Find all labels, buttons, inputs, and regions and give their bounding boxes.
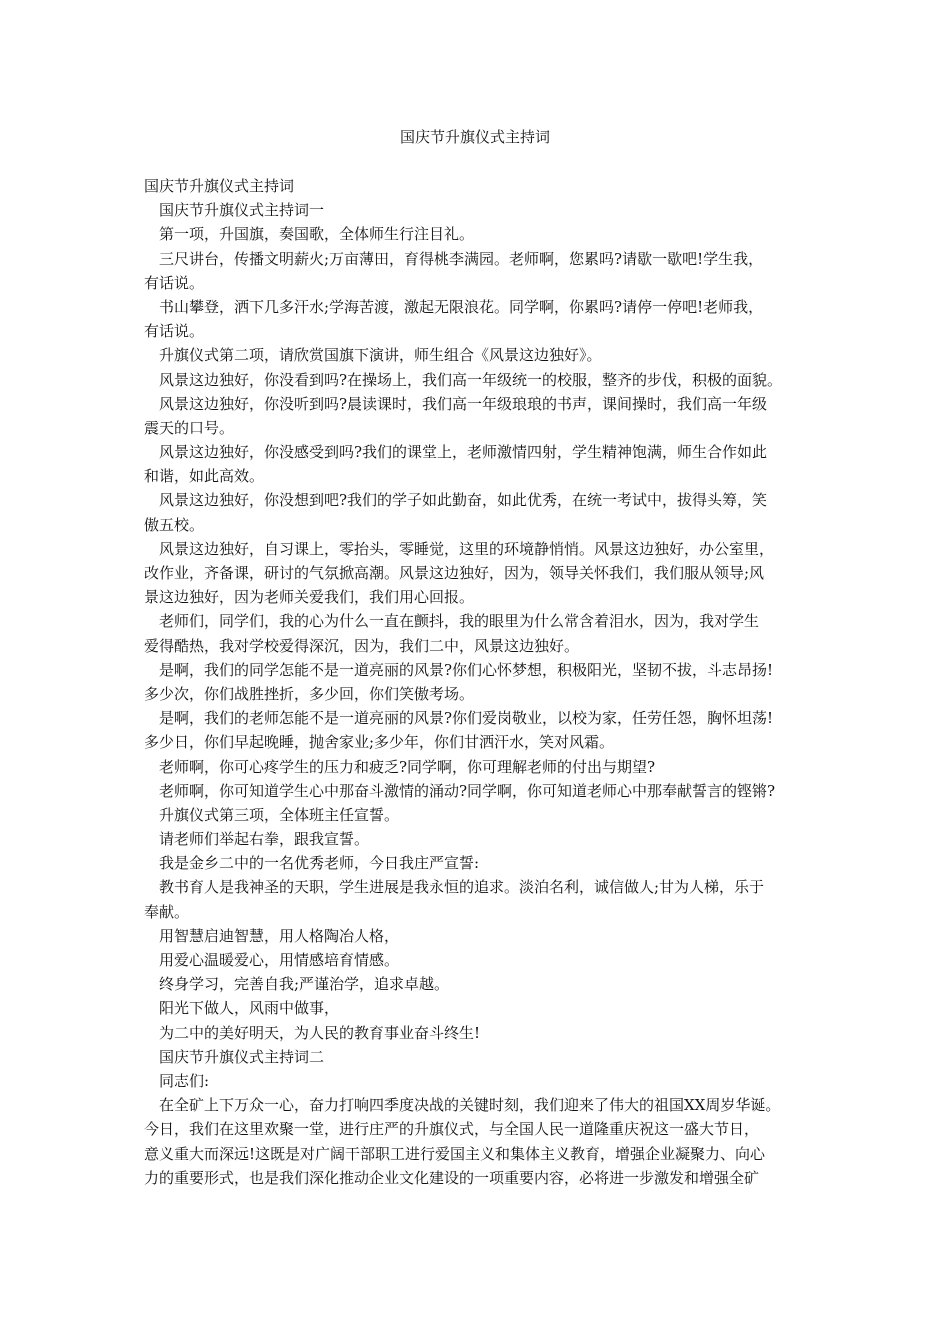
text-line: 升旗仪式第二项，请欣赏国旗下演讲，师生组合《风景这边独好》。 bbox=[159, 346, 602, 365]
text-line: 多少日，你们早起晚睡，抛舍家业;多少年，你们甘洒汗水，笑对风霜。 bbox=[144, 733, 615, 752]
text-line: 奉献。 bbox=[144, 902, 190, 921]
document-title: 国庆节升旗仪式主持词 bbox=[399, 128, 550, 146]
text-line: 和谐，如此高效。 bbox=[144, 467, 265, 486]
text-line: 有话说。 bbox=[144, 273, 205, 292]
text-line: 用爱心温暖爱心，用情感培育情感。 bbox=[159, 951, 400, 969]
text-line: 终身学习，完善自我;严谨治学，追求卓越。 bbox=[159, 975, 450, 994]
text-line: 国庆节升旗仪式主持词一 bbox=[159, 201, 325, 220]
text-line: 教书育人是我神圣的天职，学生进展是我永恒的追求。淡泊名利，诚信做人;甘为人梯，乐于 bbox=[159, 878, 765, 897]
text-line: 在全矿上下万众一心，奋力打响四季度决战的关键时刻，我们迎来了伟大的祖国XX周岁华诞。 bbox=[159, 1096, 781, 1115]
text-line: 力的重要形式，也是我们深化推动企业文化建设的一项重要内容，必将进一步激发和增强全矿 bbox=[144, 1168, 760, 1187]
text-line: 老师啊，你可心疼学生的压力和疲乏?同学啊，你可理解老师的付出与期望? bbox=[159, 757, 656, 776]
text-line: 国庆节升旗仪式主持词二 bbox=[159, 1047, 325, 1066]
text-line: 用智慧启迪智慧，用人格陶冶人格， bbox=[159, 926, 400, 945]
text-line: 景这边独好，因为老师关爱我们，我们用心回报。 bbox=[144, 588, 475, 607]
text-line: 同志们: bbox=[159, 1071, 210, 1090]
text-line: 国庆节升旗仪式主持词 bbox=[144, 177, 295, 195]
text-line: 意义重大而深远!这既是对广阔干部职工进行爱国主义和集体主义教育，增强企业凝聚力、向心 bbox=[144, 1144, 766, 1163]
text-line: 风景这边独好，你没听到吗?晨读课时，我们高一年级琅琅的书声，课间操时，我们高一年级 bbox=[159, 394, 768, 413]
text-line: 风景这边独好，你没想到吧?我们的学子如此勤奋，如此优秀，在统一考试中，拔得头筹，笑 bbox=[159, 491, 768, 510]
text-line: 第一项，升国旗，奏国歌，全体师生行注目礼。 bbox=[159, 225, 475, 244]
text-line: 傲五校。 bbox=[144, 515, 205, 534]
text-line: 为二中的美好明天，为人民的教育事业奋斗终生! bbox=[159, 1023, 481, 1042]
text-line: 书山攀登，洒下几多汗水;学海苦渡，激起无限浪花。同学啊，你累吗?请停一停吧!老师我， bbox=[159, 297, 764, 316]
text-line: 今日，我们在这里欢聚一堂，进行庄严的升旗仪式，与全国人民一道隆重庆祝这一盛大节日， bbox=[144, 1120, 760, 1139]
text-line: 老师们，同学们，我的心为什么一直在颤抖，我的眼里为什么常含着泪水，因为，我对学生 bbox=[159, 612, 760, 631]
text-line: 是啊，我们的老师怎能不是一道亮丽的风景?你们爱岗敬业，以校为家，任劳任怨，胸怀坦荡! bbox=[159, 709, 774, 728]
text-line: 震天的口号。 bbox=[144, 418, 235, 437]
text-line: 老师啊，你可知道学生心中那奋斗激情的涌动?同学啊，你可知道老师心中那奉献誓言的铿锵? bbox=[159, 781, 776, 800]
text-line: 升旗仪式第三项，全体班主任宣誓。 bbox=[159, 805, 400, 824]
text-line: 改作业，齐备课，研讨的气氛掀高潮。风景这边独好，因为，领导关怀我们，我们服从领导;风 bbox=[144, 564, 765, 582]
text-line: 三尺讲台，传播文明薪火;万亩薄田，育得桃李满园。老师啊，您累吗?请歇一歇吧!学生我， bbox=[159, 249, 764, 268]
text-line: 请老师们举起右拳，跟我宣誓。 bbox=[159, 830, 370, 849]
text-line: 有话说。 bbox=[144, 322, 205, 341]
text-line: 风景这边独好，你没感受到吗?我们的课堂上，老师激情四射，学生精神饱满，师生合作如此 bbox=[159, 443, 768, 462]
text-line: 多少次，你们战胜挫折，多少回，你们笑傲考场。 bbox=[144, 684, 475, 703]
text-line: 我是金乡二中的一名优秀老师，今日我庄严宣誓: bbox=[159, 854, 480, 873]
text-line: 风景这边独好，自习课上，零抬头，零睡觉，这里的环境静悄悄。风景这边独好，办公室里， bbox=[159, 539, 775, 558]
text-line: 风景这边独好，你没看到吗?在操场上，我们高一年级统一的校服，整齐的步伐，积极的面貌。 bbox=[159, 370, 783, 389]
document-body bbox=[144, 174, 824, 1190]
text-line: 爱得酷热，我对学校爱得深沉，因为，我们二中，风景这边独好。 bbox=[144, 636, 580, 655]
text-line: 是啊，我们的同学怎能不是一道亮丽的风景?你们心怀梦想，积极阳光，坚韧不拔，斗志昂扬! bbox=[159, 660, 774, 679]
text-line: 阳光下做人，风雨中做事， bbox=[159, 999, 340, 1018]
